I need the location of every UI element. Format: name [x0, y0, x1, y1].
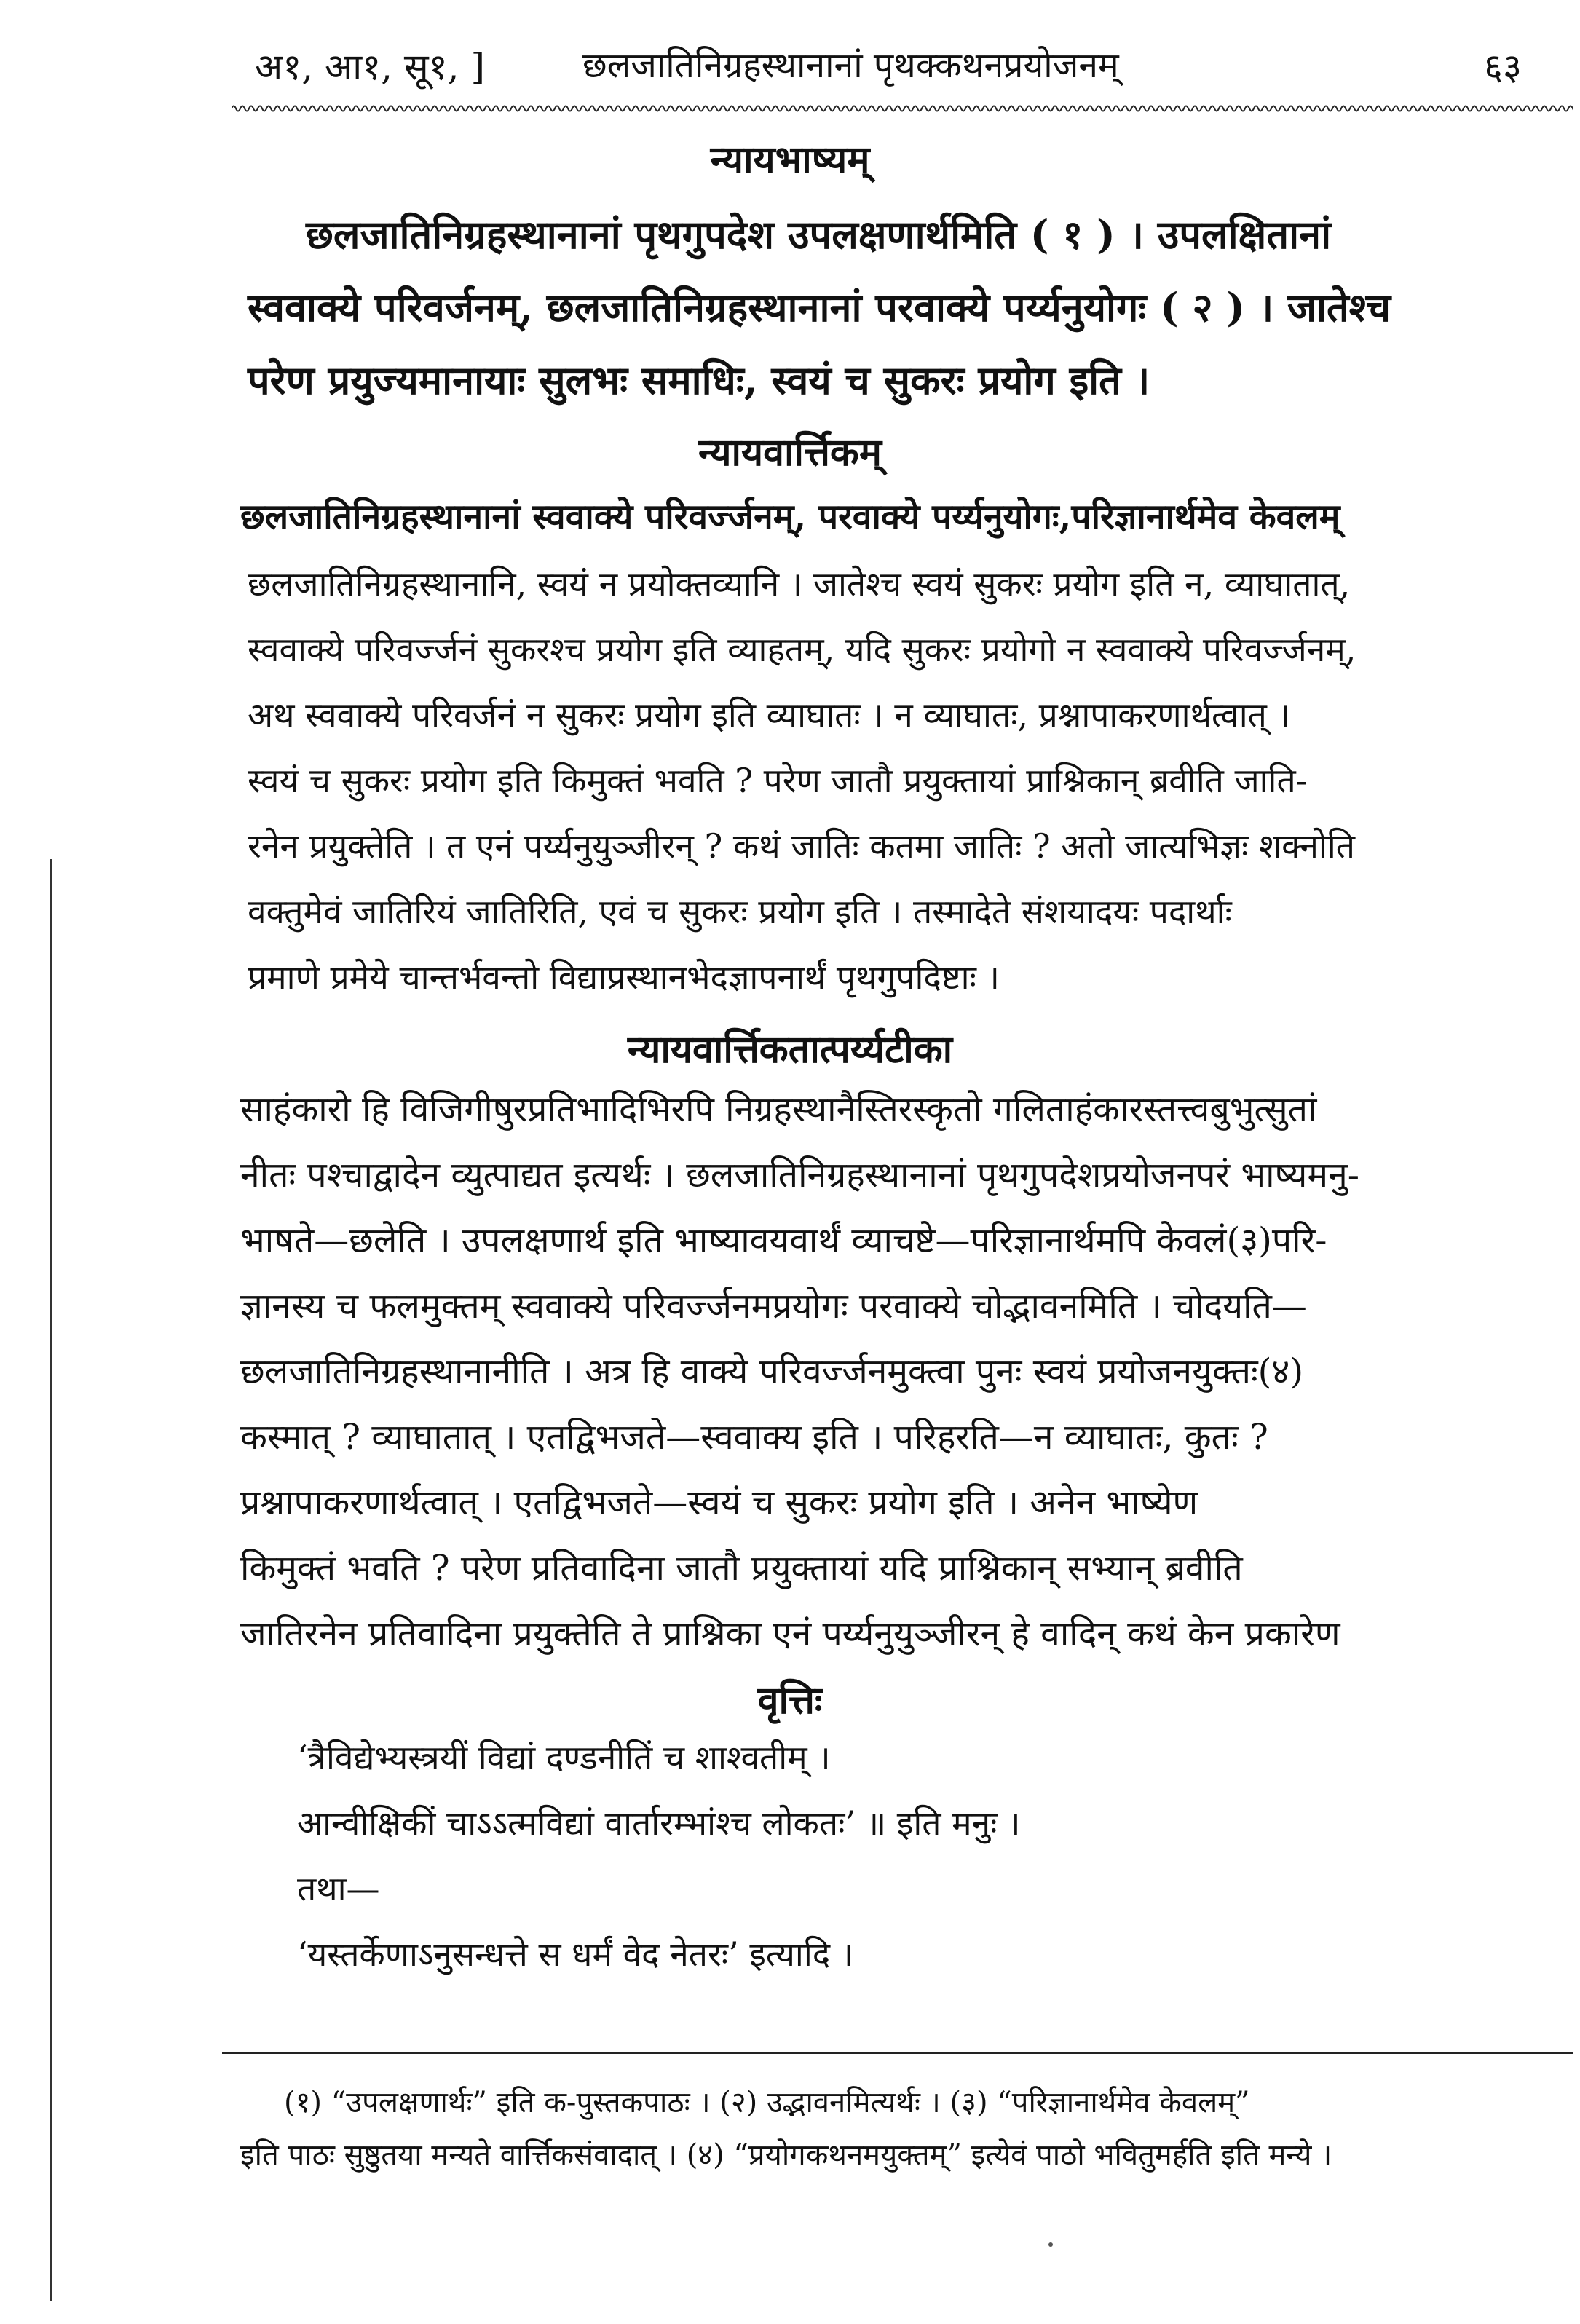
margin-rule	[50, 859, 52, 2301]
print-speck	[1048, 2242, 1053, 2247]
page-number: ६३	[1484, 46, 1522, 88]
text-line: छलजातिनिग्रहस्थानानां पृथगुपदेश उपलक्षणार्थमिति ( १ ) । उपलक्षितानां	[306, 211, 1332, 258]
text-line: ‘त्रैविद्येभ्यस्त्रयीं विद्यां दण्डनीतिं च शाश्वतीम् ।	[297, 1738, 831, 1777]
section-heading: न्यायवार्त्तिकतात्पर्य्यटीका	[627, 1027, 953, 1072]
section-heading: वृत्तिः	[757, 1678, 823, 1723]
text-line: आन्वीक्षिकीं चाऽऽत्मविद्यां वार्तारम्भांश्च लोकतः’ ॥ इति मनुः ।	[297, 1803, 1021, 1843]
section-heading: न्यायभाष्यम्	[710, 138, 870, 182]
text-line: रनेन प्रयुक्तेति । त एनं पर्य्यनुयुञ्जीरन् ? कथं जातिः कतमा जातिः ? अतो जात्यभिज्ञः शक्नोति	[248, 826, 1355, 866]
text-line: प्रमाणे प्रमेये चान्तर्भवन्तो विद्याप्रस्थानभेदज्ञापनार्थं पृथगुपदिष्टाः ।	[248, 957, 1000, 997]
text-line: अथ स्ववाक्ये परिवर्जनं न सुकरः प्रयोग इति व्याघातः । न व्याघातः, प्रश्नापाकरणार्थत्वात् ।	[248, 695, 1290, 735]
text-line: प्रश्नापाकरणार्थत्वात् । एतद्विभजते—स्वयं च सुकरः प्रयोग इति । अनेन भाष्येण	[240, 1482, 1198, 1523]
text-line: वक्तुमेवं जातिरियं जातिरिति, एवं च सुकरः प्रयोग इति । तस्मादेते संशयादयः पदार्थाः	[248, 892, 1232, 931]
text-line: जातिरनेन प्रतिवादिना प्रयुक्तेति ते प्राश्निका एनं पर्य्यनुयुञ्जीरन् हे वादिन् कथं केन प्रकारेण	[240, 1613, 1340, 1654]
footnote-line: (१) “उपलक्षणार्थः” इति क-पुस्तकपाठः । (२) उद्भावनमित्यर्थः । (३) “परिज्ञानार्थमेव केवलम्”	[284, 2086, 1250, 2119]
footnote-line: इति पाठः सुष्ठुतया मन्यते वार्त्तिकसंवादात् । (४) “प्रयोगकथनमयुक्तम्” इत्येवं पाठो भवितुमर्हति इति मन्ये ।	[240, 2138, 1332, 2172]
text-line: तथा—	[297, 1869, 380, 1908]
text-line: छलजातिनिग्रहस्थानानां स्ववाक्ये परिवर्ज्जनम्, परवाक्ये पर्य्यनुयोगः,परिज्ञानार्थमेव केवलम्	[240, 497, 1340, 537]
text-line: ज्ञानस्य च फलमुक्तम् स्ववाक्ये परिवर्ज्जनमप्रयोगः परवाक्ये चोद्भावनमिति । चोदयति—	[240, 1286, 1307, 1327]
text-line: स्ववाक्ये परिवर्ज्जनं सुकरश्च प्रयोग इति व्याहतम्, यदि सुकरः प्रयोगो न स्ववाक्ये परिवर्ज्जनम्,	[248, 630, 1356, 669]
header-reference: अ१, आ१, सू१, ]	[255, 46, 485, 88]
running-header	[240, 35, 1551, 100]
text-line: कस्मात् ? व्याघातात् । एतद्विभजते—स्ववाक्य इति । परिहरति—न व्याघातः, कुतः ?	[240, 1417, 1268, 1458]
text-line: भाषते—छलेति । उपलक्षणार्थ इति भाष्यावयवार्थं व्याचष्टे—परिज्ञानार्थमपि केवलं(३)परि-	[240, 1220, 1327, 1261]
text-line: छलजातिनिग्रहस्थानानीति । अत्र हि वाक्ये परिवर्ज्जनमुक्त्वा पुनः स्वयं प्रयोजनयुक्तः(४)	[240, 1351, 1304, 1392]
wavy-header-rule	[232, 100, 1573, 116]
header-title: छलजातिनिग्रहस्थानानां पृथक्कथनप्रयोजनम्	[582, 45, 1119, 86]
text-line: साहंकारो हि विजिगीषुरप्रतिभादिभिरपि निग्रहस्थानैस्तिरस्कृतो गलिताहंकारस्तत्त्वबुभुत्सुतां	[240, 1089, 1317, 1130]
footnote-rule	[222, 2052, 1573, 2054]
text-line: स्ववाक्ये परिवर्जनम्, छलजातिनिग्रहस्थानानां परवाक्ये पर्य्यनुयोगः ( २ ) । जातेश्च	[248, 284, 1391, 331]
section-heading: न्यायवार्त्तिकम्	[698, 430, 882, 475]
text-line: किमुक्तं भवति ? परेण प्रतिवादिना जातौ प्रयुक्तायां यदि प्राश्निकान् सभ्यान् ब्रवीति	[240, 1548, 1243, 1589]
text-line: नीतः पश्चाद्वादेन व्युत्पाद्यत इत्यर्थः । छलजातिनिग्रहस्थानानां पृथगुपदेशप्रयोजनपरं भाष्यमनु-	[240, 1155, 1359, 1195]
text-line: स्वयं च सुकरः प्रयोग इति किमुक्तं भवति ? परेण जातौ प्रयुक्तायां प्राश्निकान् ब्रवीति जाति-	[248, 761, 1308, 800]
text-line: परेण प्रयुज्यमानायाः सुलभः समाधिः, स्वयं च सुकरः प्रयोग इति ।	[248, 357, 1150, 403]
text-line: ‘यस्तर्केणाऽनुसन्धत्ते स धर्मं वेद नेतरः’ इत्यादि ।	[297, 1934, 854, 1974]
text-line: छलजातिनिग्रहस्थानानि, स्वयं न प्रयोक्तव्यानि । जातेश्च स्वयं सुकरः प्रयोग इति न, व्याघातात्,	[248, 564, 1351, 604]
